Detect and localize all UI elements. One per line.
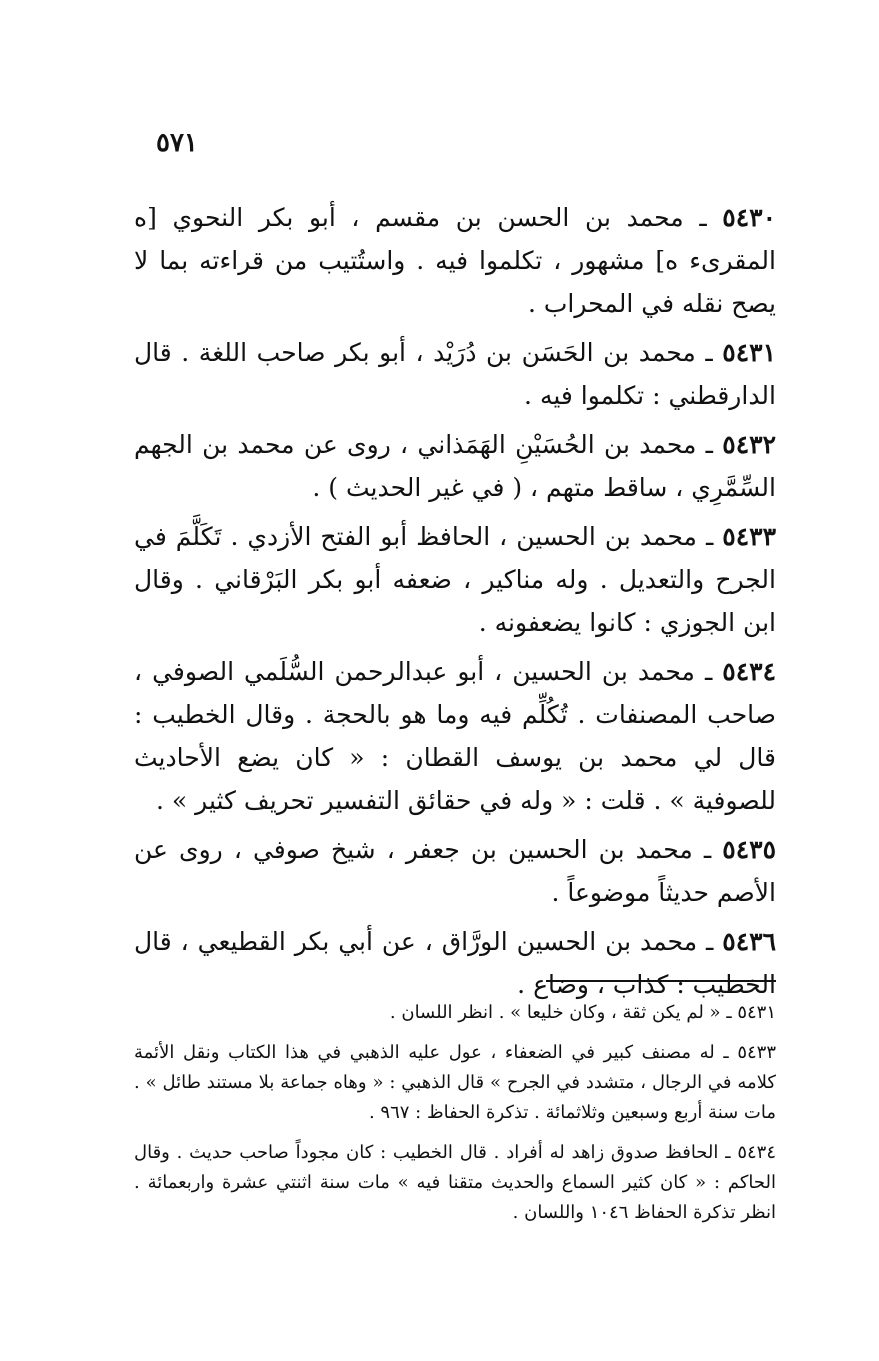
- entry-separator: ـ: [706, 927, 714, 956]
- footnote-separator: ـ: [725, 1142, 731, 1163]
- entry-separator: ـ: [705, 522, 714, 551]
- entry-separator: ـ: [699, 203, 707, 232]
- entry-5436: [134, 920, 776, 1006]
- footnote-number: ٥٤٣٤: [737, 1142, 776, 1163]
- entry-separator: ـ: [705, 338, 713, 367]
- entry-number: ٥٤٣٣: [722, 522, 776, 551]
- footnotes: [134, 998, 776, 1238]
- entry-text: محمد بن الحسين ، أبو عبدالرحمن السُّلَمي الصوفي ، صاحب المصنفات . تُكُلِّم فيه وما هو بالحجة . وقال الخطيب : قال لي محمد بن يوسف القطان : « كان يضع الأحاديث للصوفية » . قلت : « وله في حقائق التفسير تحريف كثير » .: [134, 657, 776, 815]
- footnote-separator: ـ: [726, 1002, 732, 1023]
- footnote-5434: [134, 1138, 776, 1228]
- main-text: [134, 196, 776, 1012]
- entry-separator: ـ: [704, 657, 713, 686]
- entry-separator: ـ: [705, 430, 713, 459]
- footnote-divider: [546, 980, 776, 982]
- entry-text: محمد بن الحسين بن جعفر ، شيخ صوفي ، روى عن الأصم حديثاً موضوعاً .: [134, 835, 776, 907]
- footnote-5433: [134, 1038, 776, 1128]
- footnote-number: ٥٤٣١: [737, 1002, 776, 1023]
- entry-5434: [134, 650, 776, 822]
- footnote-separator: ـ: [723, 1042, 729, 1063]
- entry-5432: [134, 423, 776, 509]
- entry-number: ٥٤٣٠: [722, 203, 776, 232]
- footnote-text: له مصنف كبير في الضعفاء ، عول عليه الذهبي في هذا الكتاب ونقل الأئمة كلامه في الرجال ، متشدد في الجرح » قال الذهبي : « وهاه جماعة بلا مستند طائل » . مات سنة أربع وسبعين وثلاثمائة . تذكرة الحفاظ : ٩٦٧ .: [134, 1042, 776, 1123]
- entry-5435: [134, 828, 776, 914]
- entry-text: محمد بن الحَسَن بن دُرَيْد ، أبو بكر صاحب اللغة . قال الدارقطني : تكلموا فيه .: [134, 338, 776, 410]
- entry-text: محمد بن الحسن بن مقسم ، أبو بكر النحوي [ه المقرىء ه] مشهور ، تكلموا فيه . واستُتيب من قراءته بما لا يصح نقله في المحراب .: [134, 203, 776, 318]
- entry-number: ٥٤٣٥: [722, 835, 777, 864]
- footnote-5431: [134, 998, 776, 1028]
- entry-5433: [134, 515, 776, 644]
- entry-number: ٥٤٣٦: [722, 927, 777, 956]
- entry-5430: [134, 196, 776, 325]
- entry-text: محمد بن الحُسَيْنِ الهَمَذاني ، روى عن محمد بن الجهم السِّمَّرِي ، ساقط متهم ، ( في غير الحديث ) .: [134, 430, 776, 502]
- entry-text: محمد بن الحسين ، الحافظ أبو الفتح الأزدي . تَكَلَّمَ في الجرح والتعديل . وله مناكير ، ضعفه أبو بكر البَرْقاني . وقال ابن الجوزي : كانوا يضعفونه .: [134, 522, 776, 637]
- entry-text: محمد بن الحسين الورَّاق ، عن أبي بكر القطيعي ، قال الخطيب : كذاب ، وضاع .: [134, 927, 776, 999]
- entry-5431: [134, 331, 776, 417]
- footnote-text: « لم يكن ثقة ، وكان خليعا » . انظر اللسان .: [389, 1002, 721, 1023]
- entry-separator: ـ: [703, 835, 712, 864]
- entry-number: ٥٤٣٤: [722, 657, 776, 686]
- footnote-text: الحافظ صدوق زاهد له أفراد . قال الخطيب : كان مجوداً صاحب حديث . وقال الحاكم : « كان كثير السماع والحديث متقنا فيه » مات سنة اثنتي عشرة واربعمائة . انظر تذكرة الحفاظ ١٠٤٦ واللسان .: [134, 1142, 776, 1223]
- page-number: ٥٧١: [156, 128, 198, 158]
- entry-number: ٥٤٣٢: [722, 430, 777, 459]
- footnote-number: ٥٤٣٣: [737, 1042, 776, 1063]
- entry-number: ٥٤٣١: [722, 338, 776, 367]
